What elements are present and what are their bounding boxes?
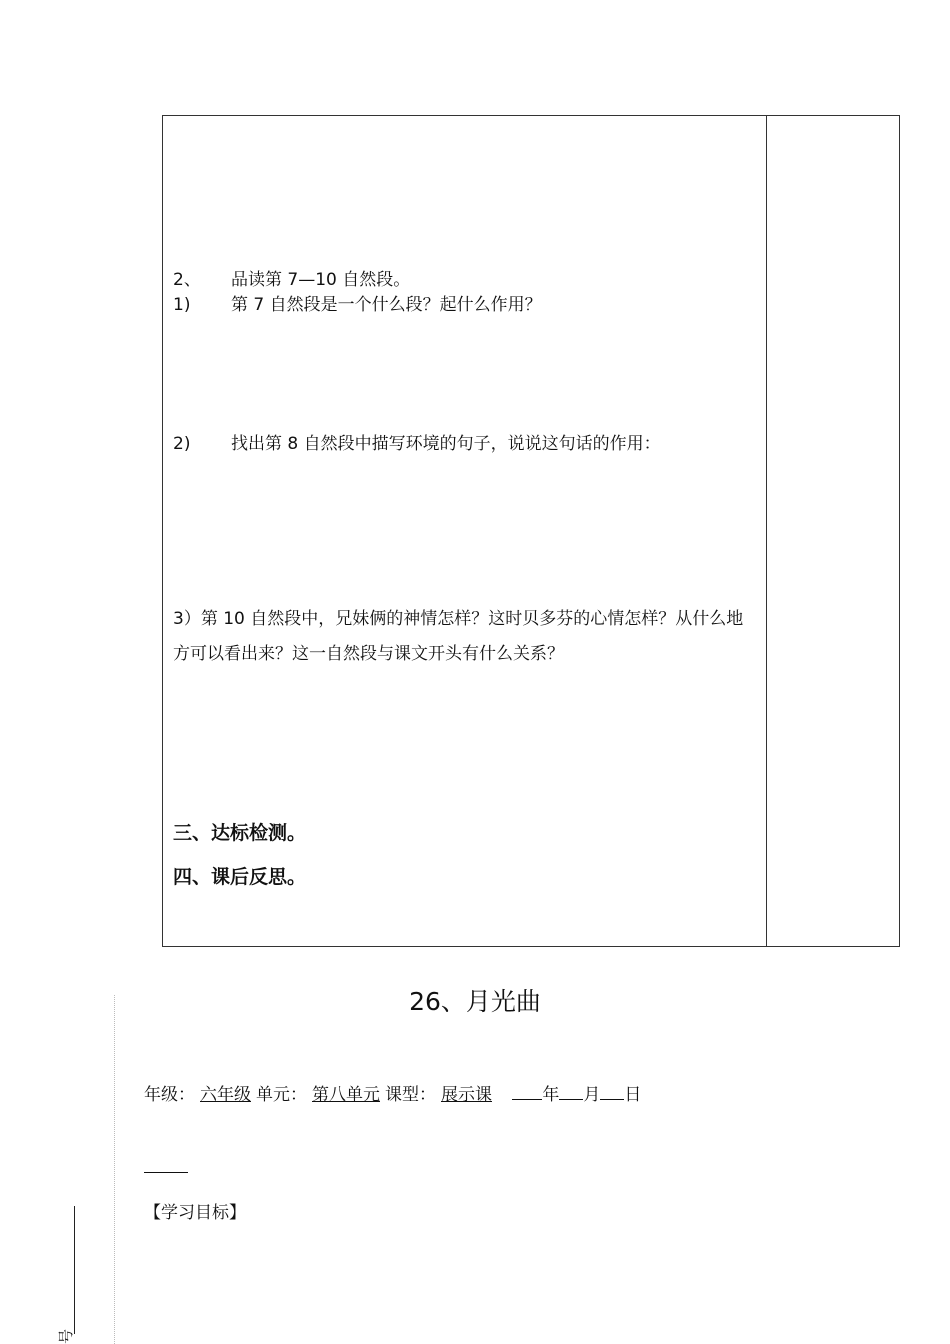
unit-label: 单元： [256, 1085, 307, 1105]
item-2-number: 2、 [173, 270, 201, 290]
year-label: 年 [542, 1085, 560, 1105]
question-3-text: 3）第 10 自然段中，兄妹俩的神情怎样？这时贝多芬的心情怎样？从什么地方可以看出来？这一自然段与课文开头有什么关系？ [173, 609, 744, 664]
binding-margin-rule [74, 1206, 75, 1334]
grade-label: 年级： [144, 1085, 195, 1105]
binding-margin-label: 号 [57, 1328, 76, 1344]
year-blank [512, 1082, 542, 1100]
item-2-text: 品读第 7—10 自然段。 [231, 270, 411, 290]
question-1-text: 第 7 自然段是一个什么段？起什么作用？ [231, 295, 542, 315]
type-label: 课型： [385, 1085, 436, 1105]
day-label: 日 [624, 1085, 642, 1105]
month-label: 月 [583, 1085, 601, 1105]
unit-value: 第八单元 [312, 1085, 380, 1105]
lesson-title: 26、月光曲 [409, 987, 541, 1016]
question-1-line [173, 294, 542, 316]
question-2-number: 2) [173, 434, 191, 454]
question-2-text: 找出第 8 自然段中描写环境的句子，说说这句话的作用： [231, 434, 661, 454]
month-blank [559, 1082, 583, 1100]
day-blank [600, 1082, 624, 1100]
lesson-info-row [144, 1082, 641, 1107]
section-4-heading: 四、课后反思。 [173, 866, 307, 888]
binding-dotted-line [114, 995, 115, 1344]
type-value: 展示课 [441, 1085, 492, 1105]
name-blank-line [144, 1172, 188, 1173]
grade-value: 六年级 [200, 1085, 251, 1105]
table-column-divider [766, 116, 767, 946]
learning-objectives-label: 【学习目标】 [144, 1203, 246, 1223]
question-2-line [173, 433, 661, 455]
section-3-heading: 三、达标检测。 [173, 822, 307, 844]
worksheet-table [162, 115, 900, 947]
question-1-number: 1) [173, 295, 191, 315]
item-2-line [173, 269, 410, 291]
